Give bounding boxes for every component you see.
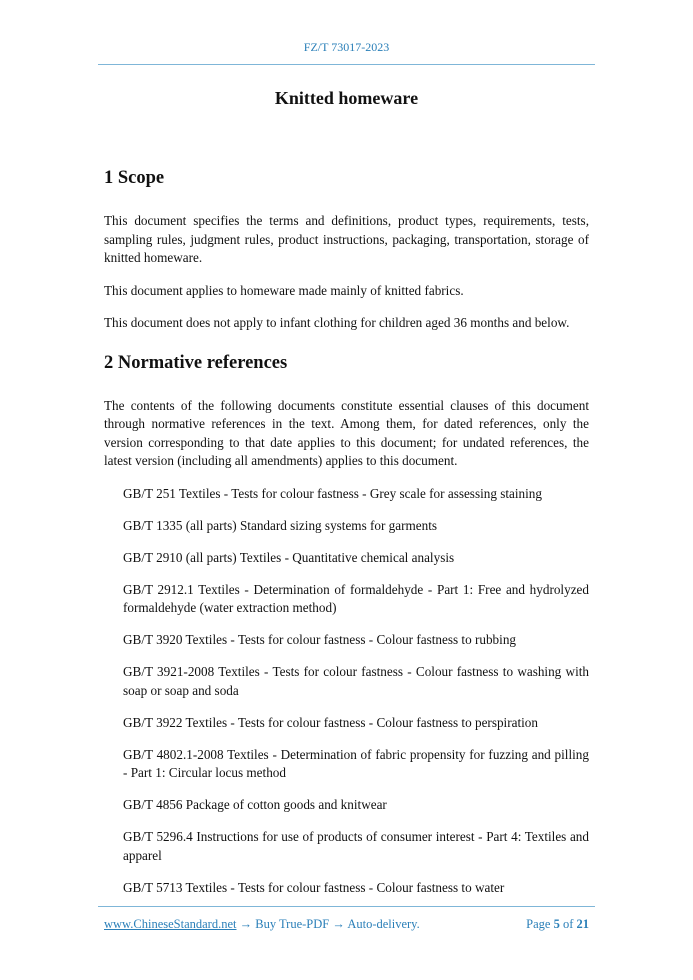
- document-title: Knitted homeware: [274, 88, 419, 108]
- arrow-right-icon: →: [332, 917, 345, 931]
- arrow-right-icon: →: [239, 917, 253, 931]
- page-footer: [104, 917, 589, 932]
- reference-item: GB/T 3921-2008 Textiles - Tests for colour fastness - Colour fastness to washing with soap or soap and soda: [123, 664, 589, 698]
- reference-item: GB/T 5296.4 Instructions for use of products of consumer interest - Part 4: Textiles and apparel: [123, 829, 589, 863]
- footer-promo: [104, 917, 420, 932]
- reference-item: GB/T 2910 (all parts) Textiles - Quantitative chemical analysis: [123, 549, 455, 565]
- page-total: 21: [576, 917, 589, 931]
- buy-true-pdf-text: Buy True-PDF: [255, 917, 330, 931]
- page-label: Page: [526, 917, 551, 931]
- normative-intro-paragraph: The contents of the following documents constitute essential clauses of this document through normative references in the text. Among them, for dated references, only the version corresponding to that date applies to this document; for undated references, the latest version (including all amendments) applies to this document.: [104, 397, 589, 468]
- reference-item: GB/T 4856 Package of cotton goods and knitwear: [123, 797, 387, 812]
- reference-item: GB/T 4802.1-2008 Textiles - Determination of fabric propensity for fuzzing and pilling - Part 1: Circular locus method: [123, 746, 589, 780]
- reference-item: GB/T 2912.1 Textiles - Determination of formaldehyde - Part 1: Free and hydrolyzed formaldehyde (water extraction method): [123, 581, 589, 615]
- chinesestandard-link[interactable]: www.ChineseStandard.net: [104, 917, 237, 931]
- auto-delivery-text: Auto-delivery.: [347, 917, 420, 931]
- reference-item: GB/T 3922 Textiles - Tests for colour fastness - Colour fastness to perspiration: [123, 714, 538, 730]
- document-code: FZ/T 73017-2023: [303, 40, 390, 54]
- scope-paragraph: This document does not apply to infant clothing for children aged 36 months and below.: [104, 315, 570, 330]
- footer-divider: [98, 906, 595, 907]
- page-of: of: [562, 917, 574, 931]
- reference-item: GB/T 5713 Textiles - Tests for colour fastness - Colour fastness to water: [123, 879, 505, 895]
- section-heading-normative-references: 2 Normative references: [104, 352, 288, 373]
- reference-item: GB/T 251 Textiles - Tests for colour fastness - Grey scale for assessing staining: [123, 485, 542, 501]
- reference-item: GB/T 3920 Textiles - Tests for colour fastness - Colour fastness to rubbing: [123, 632, 517, 647]
- page-current: 5: [553, 917, 560, 931]
- scope-paragraph: This document specifies the terms and definitions, product types, requirements, tests, sampling rules, judgment rules, product instructions, packaging, transportation, storage of knitted homeware.: [104, 213, 589, 265]
- section-heading-scope: 1 Scope: [104, 168, 165, 188]
- document-body: [104, 168, 589, 897]
- reference-item: GB/T 1335 (all parts) Standard sizing systems for garments: [123, 517, 438, 533]
- page-header: [98, 40, 595, 55]
- header-divider: [98, 64, 595, 65]
- scope-paragraph: This document applies to homeware made mainly of knitted fabrics.: [104, 282, 464, 298]
- page-indicator: [526, 917, 589, 932]
